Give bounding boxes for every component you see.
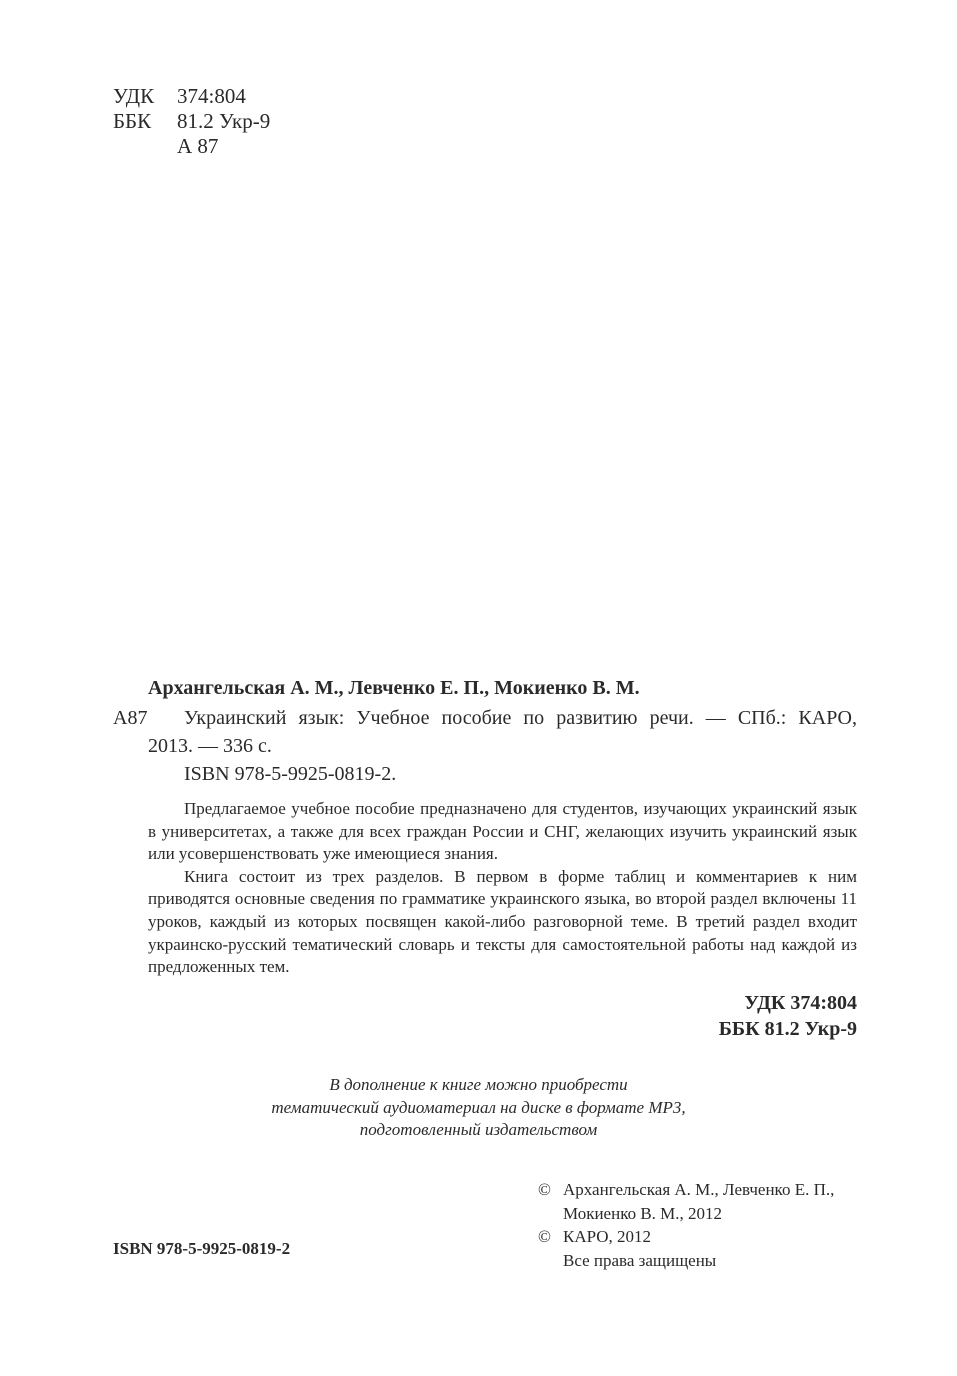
author-mark-row	[113, 134, 270, 159]
title-line	[148, 704, 857, 732]
authors-heading: Архангельская А. М., Левченко Е. П., Мокиенко В. М.	[148, 677, 640, 699]
title-word: КАРО,	[798, 707, 857, 729]
bbk-bold: ББК 81.2 Укр-9	[718, 1018, 857, 1040]
annotation-paragraph-1: Предлагаемое учебное пособие предназначено для студентов, изучающих украинский язык в университетах, а также для всех граждан России и СНГ, желающих изучить украинский язык или усовершенствовать уже имеющиеся знания.	[148, 799, 857, 864]
classification-bold	[719, 990, 857, 1042]
audio-note	[148, 1074, 809, 1142]
note-line-3: подготовленный издательством	[359, 1120, 598, 1139]
title-word: по	[523, 707, 545, 729]
title-word: —	[705, 707, 726, 729]
title-word: Учебное	[356, 707, 430, 729]
bibliographic-entry	[148, 704, 857, 760]
isbn-footer: ISBN 978-5-9925-0819-2	[113, 1239, 291, 1258]
bbk-value: 81.2 Укр-9	[177, 109, 271, 133]
annotation-paragraph-2: Книга состоит из трех разделов. В первом в форме таблиц и комментариев к ним приводятся основные сведения по грамматике украинского языка, во второй раздел включены 11 уроков, каждый из которых посвящен какой-либо разговорной теме. В третий раздел входит украинско-русский тематический словарь и тексты для самостоятельной работы над каждой из предложенных тем.	[148, 866, 857, 977]
note-line-1: В дополнение к книге можно приобрести	[329, 1075, 628, 1094]
note-line-2: тематический аудиоматериал на диске в формате MP3,	[271, 1097, 686, 1117]
copyright-icon: ©	[538, 1180, 551, 1199]
udk-label: УДК	[113, 84, 155, 108]
title-word: Украинский	[184, 707, 287, 729]
copyright-publisher: КАРО, 2012	[563, 1227, 652, 1246]
title-word: речи.	[649, 707, 694, 729]
udk-bold: УДК 374:804	[744, 992, 857, 1014]
copyright-block	[538, 1178, 834, 1272]
title-word: язык:	[298, 707, 345, 729]
annotation	[148, 798, 857, 979]
copyright-icon: ©	[538, 1227, 551, 1246]
title-word: пособие	[441, 707, 512, 729]
udk-row	[113, 84, 270, 109]
copyright-authors-1: Архангельская А. М., Левченко Е. П.,	[563, 1180, 835, 1199]
copyright-authors-2: Мокиенко В. М., 2012	[563, 1203, 723, 1223]
title-word: развитию	[556, 707, 638, 729]
title-line-2: 2013. — 336 с.	[148, 735, 272, 757]
udk-value: 374:804	[177, 84, 246, 108]
author-mark: А 87	[177, 134, 219, 158]
isbn-line: ISBN 978-5-9925-0819-2.	[184, 763, 397, 785]
bbk-row	[113, 109, 270, 134]
author-code: А87	[113, 707, 148, 729]
copyright-rights: Все права защищены	[563, 1250, 717, 1270]
title-word: СПб.:	[737, 707, 787, 729]
bbk-label: ББК	[113, 109, 152, 133]
classification-block	[113, 84, 270, 159]
